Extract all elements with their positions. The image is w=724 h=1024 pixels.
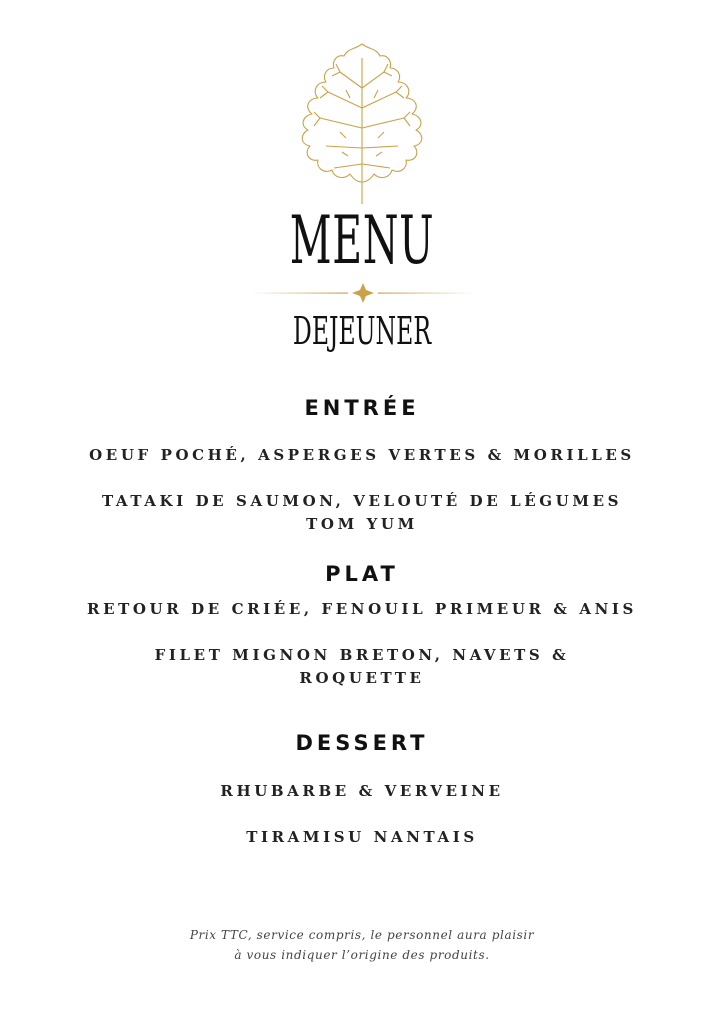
menu-title: MENU — [289, 202, 435, 279]
section-heading-entree: ENTRÉE — [304, 396, 420, 420]
section-heading-plat: PLAT — [325, 562, 399, 586]
dish-dessert-2: TIRAMISU NANTAIS — [246, 828, 478, 846]
oak-leaf-icon — [270, 38, 454, 206]
menu-subtitle: DEJEUNER — [292, 309, 432, 353]
footer-note — [0, 925, 724, 965]
title-divider — [250, 282, 476, 304]
dish-entree-1: OEUF POCHÉ, ASPERGES VERTES & MORILLES — [89, 446, 635, 464]
dish-entree-2-line1: TATAKI DE SAUMON, VELOUTÉ DE LÉGUMES — [101, 492, 623, 510]
dish-plat-1: RETOUR DE CRIÉE, FENOUIL PRIMEUR & ANIS — [87, 600, 637, 618]
dish-plat-2-line2: ROQUETTE — [299, 669, 425, 687]
dish-entree-2-line2: TOM YUM — [306, 515, 418, 533]
footer-line-1: Prix TTC, service compris, le personnel aura plaisir — [189, 928, 535, 942]
four-point-star-icon — [352, 283, 374, 303]
section-heading-dessert: DESSERT — [295, 731, 429, 755]
dish-dessert-1: RHUBARBE & VERVEINE — [220, 782, 504, 800]
dish-plat-2-line1: FILET MIGNON BRETON, NAVETS & — [154, 646, 570, 664]
footer-line-2: à vous indiquer l’origine des produits. — [234, 948, 490, 962]
